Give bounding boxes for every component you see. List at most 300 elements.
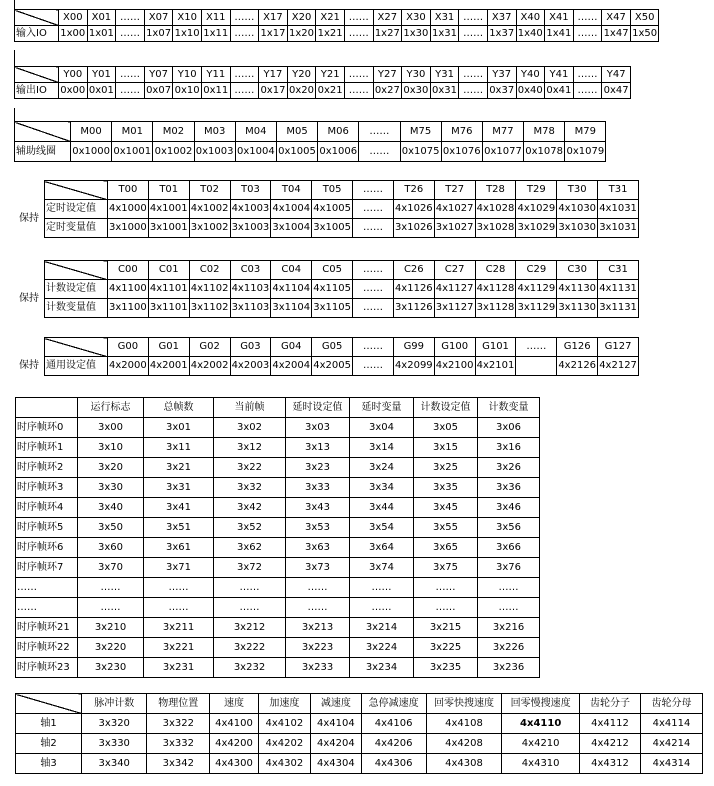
address-cell: 0x00 [59,83,88,99]
address-cell: …… [573,83,602,99]
address-cell: …… [78,598,144,618]
address-cell: …… [286,598,350,618]
column-header: …… [459,67,488,83]
blank-cell [14,181,44,200]
address-cell: 3x11 [144,438,214,458]
column-header: Y00 [59,67,88,83]
address-cell: 0x1003 [194,142,235,162]
column-header: …… [230,10,259,26]
column-header: …… [359,122,400,142]
address-cell: 4x1103 [230,280,271,299]
address-cell: 0x41 [545,83,574,99]
address-cell: 3x43 [286,498,350,518]
address-cell: 0x1075 [400,142,441,162]
address-cell: 4x4114 [640,714,702,734]
address-cell: 3x221 [144,638,214,658]
address-cell: 0x30 [402,83,431,99]
address-cell: 1x40 [516,26,545,42]
column-header: T00 [107,181,148,200]
column-header: 物理位置 [147,694,210,714]
column-header: 回零快搜速度 [426,694,502,714]
address-cell: 3x224 [350,638,414,658]
column-header: G04 [271,338,312,357]
address-cell: 3x10 [78,438,144,458]
address-cell: 4x4106 [361,714,426,734]
address-cell: …… [353,299,394,318]
address-cell: 0x21 [316,83,345,99]
address-cell: 3x1031 [598,219,639,238]
address-cell: …… [78,578,144,598]
address-cell: …… [459,26,488,42]
address-cell: 4x1002 [189,200,230,219]
address-cell: 3x1126 [393,299,434,318]
column-header: Y31 [430,67,459,83]
address-cell: 3x66 [478,538,540,558]
address-cell: 4x1104 [271,280,312,299]
column-header: …… [353,261,394,280]
column-header: T01 [148,181,189,200]
column-header: X01 [87,10,116,26]
address-cell: 4x1100 [107,280,148,299]
address-cell: 3x51 [144,518,214,538]
address-cell: 4x2001 [148,357,189,376]
address-cell: 3x1027 [434,219,475,238]
address-cell: 3x1130 [557,299,598,318]
column-header: Y01 [87,67,116,83]
address-cell: …… [353,357,394,376]
row-label: 定时变量值 [44,219,107,238]
blank-cell [14,261,44,280]
address-cell: 4x1130 [557,280,598,299]
column-header: M76 [441,122,482,142]
column-header: M02 [153,122,194,142]
column-header: Y20 [287,67,316,83]
address-cell: 3x63 [286,538,350,558]
address-cell: 3x1101 [148,299,189,318]
address-cell: 3x21 [144,458,214,478]
column-header: …… [353,338,394,357]
address-cell: …… [414,598,478,618]
row-label: 时序帧环1 [16,438,78,458]
address-cell: 3x33 [286,478,350,498]
address-cell: 3x1131 [598,299,639,318]
address-cell: 1x47 [602,26,631,42]
address-cell: 3x226 [478,638,540,658]
table-row [16,558,540,578]
table-row [16,538,540,558]
address-cell: 4x4202 [258,734,311,754]
blank-cell [14,338,44,357]
address-cell: 4x4208 [426,734,502,754]
column-header: Y10 [173,67,202,83]
address-cell: 3x44 [350,498,414,518]
address-cell: 4x4206 [361,734,426,754]
address-cell: 0x01 [87,83,116,99]
address-cell: 4x1000 [107,200,148,219]
address-cell: …… [573,26,602,42]
column-header: G99 [393,338,434,357]
address-cell: 3x24 [350,458,414,478]
address-cell: 3x74 [350,558,414,578]
general-register-table [14,337,639,376]
address-cell: 3x45 [414,498,478,518]
row-label: 时序帧环7 [16,558,78,578]
column-header: Y11 [201,67,230,83]
address-cell: 3x41 [144,498,214,518]
column-header: X31 [430,10,459,26]
address-cell: 4x2004 [271,357,312,376]
column-header: Y30 [402,67,431,83]
address-cell: 3x36 [478,478,540,498]
address-cell: 3x04 [350,418,414,438]
column-header: C27 [434,261,475,280]
address-cell: …… [459,83,488,99]
address-cell: 4x4214 [640,734,702,754]
corner-diagonal-cell [15,122,71,142]
address-cell: 1x27 [373,26,402,42]
address-cell: 3x42 [214,498,286,518]
column-header: Y47 [602,67,631,83]
address-cell: 3x60 [78,538,144,558]
column-header: 速度 [210,694,258,714]
address-cell: 4x4314 [640,754,702,774]
column-header: X47 [602,10,631,26]
address-cell: 3x30 [78,478,144,498]
column-header: Y07 [144,67,173,83]
row-label: 定时设定值 [44,200,107,219]
column-header: 齿轮分子 [580,694,641,714]
address-cell: 4x4308 [426,754,502,774]
address-cell: 3x40 [78,498,144,518]
address-cell: 3x13 [286,438,350,458]
address-cell: 4x4100 [210,714,258,734]
address-cell: 4x4310 [502,754,580,774]
address-cell: …… [353,200,394,219]
address-cell: 3x1026 [393,219,434,238]
address-cell: 3x62 [214,538,286,558]
column-header: T28 [475,181,516,200]
header-row [14,261,639,280]
address-cell: 3x35 [414,478,478,498]
column-header: C28 [475,261,516,280]
address-cell: 4x1131 [598,280,639,299]
column-header: G01 [148,338,189,357]
header-row [16,694,703,714]
address-cell: 4x4302 [258,754,311,774]
row-label: 计数设定值 [44,280,107,299]
address-cell: …… [214,598,286,618]
column-header: …… [344,67,373,83]
column-header: G03 [230,338,271,357]
table-row [14,357,639,376]
column-header: 计数设定值 [414,398,478,418]
column-header: M01 [112,122,153,142]
row-label: 时序帧环22 [16,638,78,658]
address-cell: 3x12 [214,438,286,458]
address-cell: 0x1000 [71,142,112,162]
column-header: X20 [287,10,316,26]
table-row [14,219,639,238]
address-cell: 3x01 [144,418,214,438]
address-cell: 3x1001 [148,219,189,238]
column-header: 延时设定值 [286,398,350,418]
address-cell: 3x210 [78,618,144,638]
table-row [16,754,703,774]
address-cell: 0x27 [373,83,402,99]
corner-cell [16,398,78,418]
table-row [16,734,703,754]
address-cell: 4x2000 [107,357,148,376]
table-row [16,638,540,658]
address-cell: 4x1005 [312,200,353,219]
column-header: C02 [189,261,230,280]
address-cell: 4x2126 [557,357,598,376]
column-header: T03 [230,181,271,200]
address-cell: 4x4212 [580,734,641,754]
address-cell: 3x332 [147,734,210,754]
address-cell [516,357,557,376]
address-cell: 3x215 [414,618,478,638]
address-cell: 0x31 [430,83,459,99]
column-header: C03 [230,261,271,280]
address-cell: 3x64 [350,538,414,558]
column-header: X21 [316,10,345,26]
address-cell: …… [359,142,400,162]
address-cell: 0x1006 [318,142,359,162]
address-cell: 4x2099 [393,357,434,376]
column-header: 齿轮分母 [640,694,702,714]
corner-diagonal-cell [44,338,107,357]
address-cell: 4x2101 [475,357,516,376]
address-cell: 3x65 [414,538,478,558]
column-header: …… [573,10,602,26]
address-cell: 3x20 [78,458,144,478]
address-cell: 1x07 [144,26,173,42]
address-cell: 3x1102 [189,299,230,318]
address-cell: …… [478,578,540,598]
column-header: X10 [173,10,202,26]
address-cell: 3x02 [214,418,286,438]
header-row [14,338,639,357]
column-header: 总帧数 [144,398,214,418]
address-cell: 1x20 [287,26,316,42]
address-cell: 3x03 [286,418,350,438]
address-cell: 3x1129 [516,299,557,318]
table-row [15,26,659,42]
address-cell: …… [230,26,259,42]
address-cell: 3x1004 [271,219,312,238]
address-cell: …… [353,219,394,238]
address-cell: 3x230 [78,658,144,678]
column-header: T05 [312,181,353,200]
column-header: Y27 [373,67,402,83]
column-header: 加速度 [258,694,311,714]
address-cell: 3x76 [478,558,540,578]
header-row [16,398,540,418]
row-label: 轴1 [16,714,82,734]
retain-group-label: 保持 [18,212,39,224]
column-header: M79 [565,122,606,142]
column-header: 计数变量 [478,398,540,418]
table-row [16,498,540,518]
address-cell: 3x1128 [475,299,516,318]
address-cell: 4x4112 [580,714,641,734]
address-cell: 3x53 [286,518,350,538]
address-cell: 4x2127 [598,357,639,376]
address-cell: 1x31 [430,26,459,42]
timer-table [14,180,639,238]
aux-coil-table [14,121,606,162]
address-cell: 3x32 [214,478,286,498]
row-label: 输出IO [15,83,59,99]
column-header: 延时变量 [350,398,414,418]
address-cell: 3x1003 [230,219,271,238]
address-cell: 3x54 [350,518,414,538]
column-header: X37 [487,10,516,26]
address-cell: 3x70 [78,558,144,578]
address-cell: 0x11 [201,83,230,99]
address-cell: 4x1003 [230,200,271,219]
row-label: 计数变量值 [44,299,107,318]
address-cell: 3x15 [414,438,478,458]
address-cell: 4x1102 [189,280,230,299]
address-cell: 3x214 [350,618,414,638]
address-cell: 3x1105 [312,299,353,318]
address-cell: 3x31 [144,478,214,498]
column-header: M03 [194,122,235,142]
table-row [14,280,639,299]
address-cell: 0x40 [516,83,545,99]
address-cell: 4x4210 [502,734,580,754]
column-header: Y17 [259,67,288,83]
address-cell: 4x4102 [258,714,311,734]
address-cell: 4x1029 [516,200,557,219]
column-header: M06 [318,122,359,142]
column-header: C31 [598,261,639,280]
column-header: X41 [545,10,574,26]
address-cell: 0x07 [144,83,173,99]
header-row [15,67,631,83]
column-header: …… [573,67,602,83]
table-row [16,578,540,598]
column-header: T02 [189,181,230,200]
address-cell: 4x1105 [312,280,353,299]
column-header: Y37 [487,67,516,83]
column-header: 回零慢搜速度 [502,694,580,714]
column-header: M77 [482,122,523,142]
address-cell: 1x21 [316,26,345,42]
address-cell: 3x1127 [434,299,475,318]
address-cell: 3x223 [286,638,350,658]
address-cell: 0x1001 [112,142,153,162]
address-cell: 1x00 [59,26,88,42]
column-header: C04 [271,261,312,280]
column-header: G05 [312,338,353,357]
address-cell: …… [478,598,540,618]
address-cell: 4x4110 [502,714,580,734]
address-cell: 3x50 [78,518,144,538]
column-header: Y40 [516,67,545,83]
column-header: X11 [201,10,230,26]
column-header: G02 [189,338,230,357]
column-header: …… [116,10,145,26]
address-cell: 4x4300 [210,754,258,774]
retain-group-label: 保持 [18,360,39,371]
address-cell: 3x232 [214,658,286,678]
address-cell: 0x20 [287,83,316,99]
row-label: 时序帧环23 [16,658,78,678]
address-cell: 4x1001 [148,200,189,219]
address-cell: 0x1077 [482,142,523,162]
column-header: 当前帧 [214,398,286,418]
address-cell: 3x25 [414,458,478,478]
column-header: G127 [598,338,639,357]
address-cell: 3x231 [144,658,214,678]
address-cell: 3x216 [478,618,540,638]
address-cell: 1x50 [630,26,659,42]
column-header: X27 [373,10,402,26]
address-cell: …… [116,83,145,99]
address-cell: 0x47 [602,83,631,99]
column-header: M04 [235,122,276,142]
column-header: T29 [516,181,557,200]
address-cell: 4x1026 [393,200,434,219]
address-cell: 1x37 [487,26,516,42]
address-cell: 4x4312 [580,754,641,774]
address-cell: 4x1129 [516,280,557,299]
column-header: X40 [516,10,545,26]
table-row [16,598,540,618]
address-cell: 3x1029 [516,219,557,238]
address-cell: 3x73 [286,558,350,578]
address-cell: 3x234 [350,658,414,678]
row-label: 时序帧环4 [16,498,78,518]
corner-diagonal-cell [16,694,82,714]
address-cell: 4x4204 [311,734,361,754]
column-header: C29 [516,261,557,280]
address-cell: …… [344,26,373,42]
column-header: X50 [630,10,659,26]
column-header: X00 [59,10,88,26]
table-row [15,142,606,162]
column-header: …… [116,67,145,83]
address-cell: 4x4108 [426,714,502,734]
address-cell: 3x1000 [107,219,148,238]
column-header: …… [459,10,488,26]
column-header: C26 [393,261,434,280]
address-cell: …… [344,83,373,99]
address-cell: 3x75 [414,558,478,578]
address-cell: 3x1005 [312,219,353,238]
column-header: C00 [107,261,148,280]
table-row [16,658,540,678]
address-cell: 1x30 [402,26,431,42]
axis-table [15,693,703,774]
address-cell: …… [350,598,414,618]
address-cell: 3x1028 [475,219,516,238]
address-cell: 3x55 [414,518,478,538]
column-header: T26 [393,181,434,200]
column-header: T04 [271,181,312,200]
address-cell: 3x235 [414,658,478,678]
address-cell: 4x2003 [230,357,271,376]
address-cell: 3x220 [78,638,144,658]
address-cell: 0x1079 [565,142,606,162]
column-header: 运行标志 [78,398,144,418]
address-cell: 3x46 [478,498,540,518]
row-label: 输入IO [15,26,59,42]
address-cell: 4x2002 [189,357,230,376]
